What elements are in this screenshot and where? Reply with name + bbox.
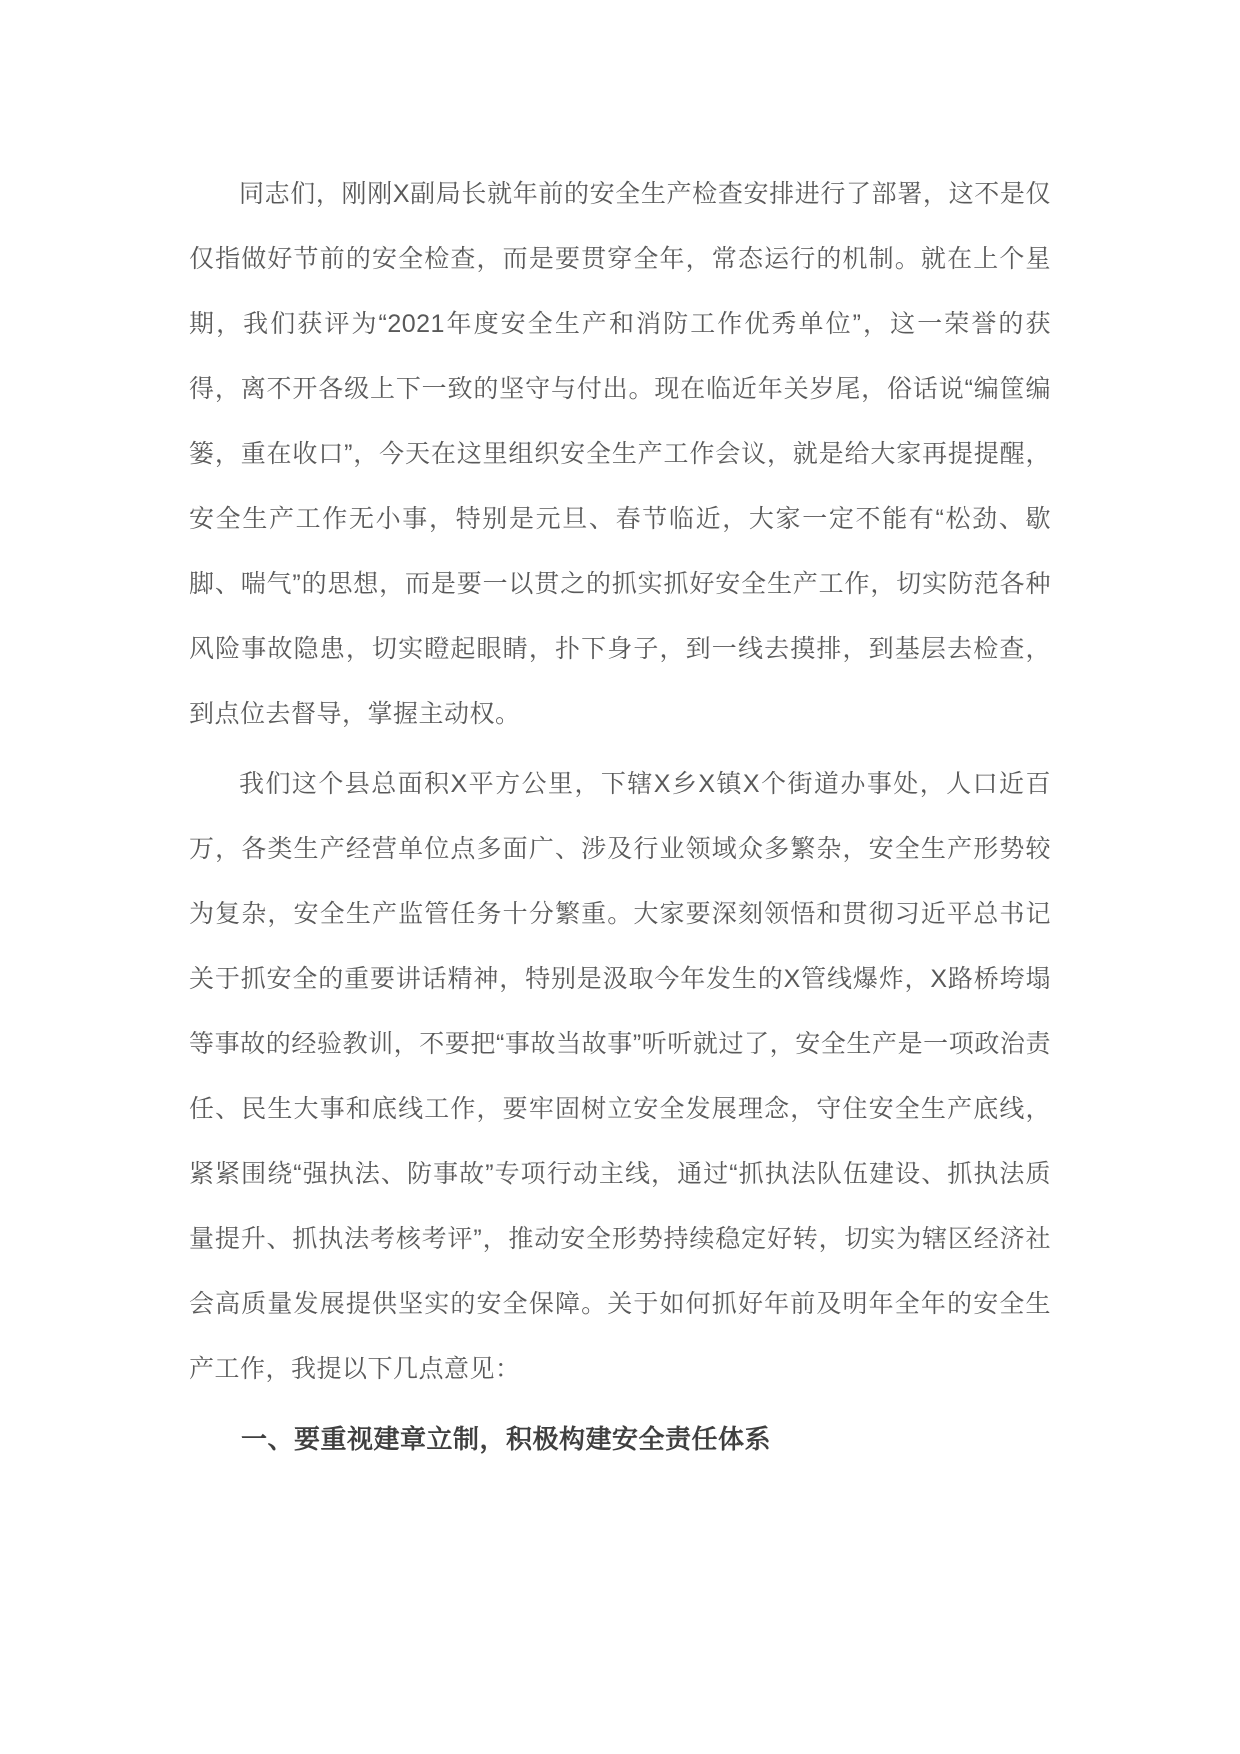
body-paragraph-1: 同志们，刚刚X副局长就年前的安全生产检查安排进行了部署，这不是仅仅指做好节前的安全检查，而是要贯穿全年，常态运行的机制。就在上个星期，我们获评为“2021年度安全生产和消防工作优秀单位”，这一荣誉的获得，离不开各级上下一致的坚守与付出。现在临近年关岁尾，俗话说“编筐编篓，重在收口”，今天在这里组织安全生产工作会议，就是给大家再提提醒，安全生产工作无小事，特别是元旦、春节临近，大家一定不能有“松劲、歇脚、喘气”的思想，而是要一以贯之的抓实抓好安全生产工作，切实防范各种风险事故隐患，切实瞪起眼睛，扑下身子，到一线去摸排，到基层去检查，到点位去督导，掌握主动权。	[189, 180, 1051, 728]
section-heading-1: 一、要重视建章立制，积极构建安全责任体系	[241, 1424, 772, 1454]
body-paragraph-2: 我们这个县总面积X平方公里，下辖X乡X镇X个街道办事处，人口近百万，各类生产经营单位点多面广、涉及行业领域众多繁杂，安全生产形势较为复杂，安全生产监管任务十分繁重。大家要深刻领悟和贯彻习近平总书记关于抓安全的重要讲话精神，特别是汲取今年发生的X管线爆炸，X路桥垮塌等事故的经验教训，不要把“事故当故事”听听就过了，安全生产是一项政治责任、民生大事和底线工作，要牢固树立安全发展理念，守住安全生产底线，紧紧围绕“强执法、防事故”专项行动主线，通过“抓执法队伍建设、抓执法质量提升、抓执法考核考评”，推动安全形势持续稳定好转，切实为辖区经济社会高质量发展提供坚实的安全保障。关于如何抓好年前及明年全年的安全生产工作，我提以下几点意见：	[189, 770, 1051, 1383]
document-content	[189, 162, 1051, 1472]
